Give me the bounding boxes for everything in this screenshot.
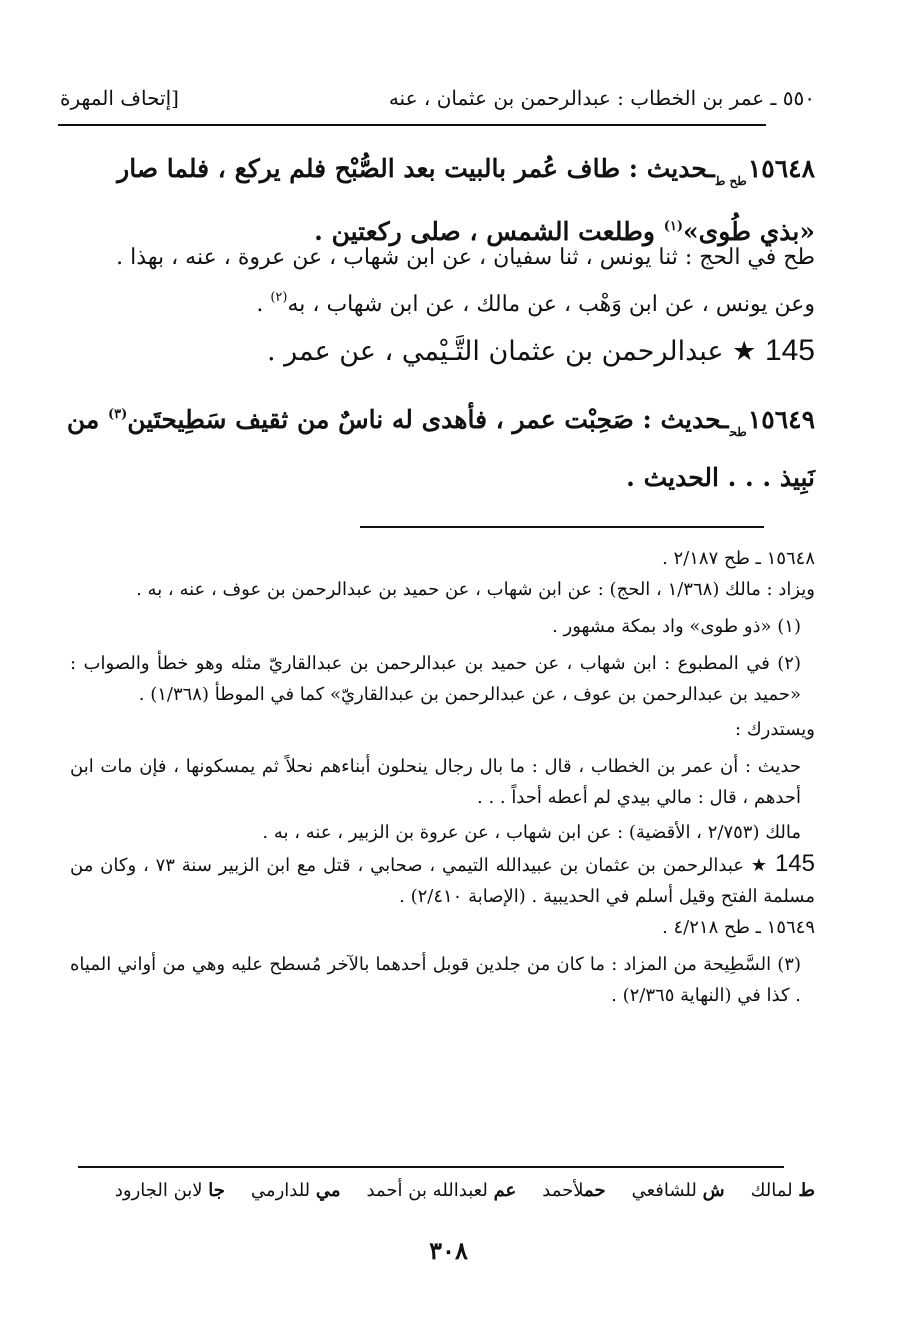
footnote-narrator — [70, 848, 815, 912]
key-code: مي — [315, 1180, 341, 1201]
isnad-line-2-text: وعن يونس ، عن ابن وَهْب ، عن مالك ، عن ابن شهاب ، به — [287, 292, 815, 317]
footnote-rule — [360, 526, 764, 528]
running-header-title: ٥٥٠ ـ عمر بن الخطاب : عبدالرحمن بن عثمان ، عنه — [388, 86, 815, 110]
footnote-ref: (٢) — [270, 290, 288, 305]
hadith-number: ١٥٦٤٩ — [747, 405, 815, 434]
key-item — [751, 1180, 815, 1201]
footnote-ref: (١) — [663, 219, 684, 234]
key-item — [542, 1180, 605, 1201]
hadith-text: ـحديث : صَحِبْت عمر ، فأهدى له ناسٌ من ثقيف سَطِيحتَين — [127, 405, 729, 434]
narrator-name: عبدالرحمن بن عثمان التَّـيْمي ، عن عمر . — [266, 336, 733, 367]
footnote-addition: ويزاد : مالك (١/٣٦٨ ، الحج) : عن ابن شهاب ، عن حميد بن عبدالرحمن بن عوف ، عنه ، به . — [136, 579, 815, 600]
bottom-rule — [78, 1166, 784, 1168]
hadith-15649 — [55, 392, 815, 501]
key-label: لابن الجارود — [114, 1180, 203, 1201]
source-code: طح ط — [715, 174, 747, 188]
key-label: للشافعي — [631, 1180, 697, 1201]
narrator-heading — [55, 328, 815, 375]
isnad-block — [55, 238, 815, 325]
source-code: طح — [729, 425, 747, 439]
key-code: ط — [798, 1180, 815, 1201]
footnote-source-15649: ١٥٦٤٩ ـ طح ٤/٢١٨ . — [662, 917, 815, 938]
key-label: لعبدالله بن أحمد — [366, 1180, 488, 1201]
key-item — [251, 1180, 341, 1201]
key-label: لمالك — [750, 1180, 793, 1201]
key-label: للدارمي — [250, 1180, 311, 1201]
footnote-2: (٢) في المطبوع : ابن شهاب ، عن حميد بن عبدالرحمن بن عبدالقاريّ مثله وهو خطأ والصواب : «حميد بن عبدالرحمن بن عوف ، عن عبدالرحمن بن عبدالقاريّ» كما في الموطأ (١/٣٦٨) . — [70, 653, 801, 705]
key-code: ش — [702, 1180, 725, 1201]
key-code: حم — [584, 1180, 606, 1201]
footnote-extra-source: مالك (٢/٧٥٣ ، الأقضية) : عن ابن شهاب ، عن عروة بن الزبير ، عنه ، به . — [262, 822, 801, 843]
footnote-3: (٣) السَّطِيحة من المزاد : ما كان من جلدين قوبل أحدهما بالآخر مُسطح عليه وهي من أواني المياه . كذا في (النهاية ٢/٣٦٥) . — [70, 954, 801, 1006]
footnote-source-15648: ١٥٦٤٨ ـ طح ٢/١٨٧ . — [662, 548, 815, 569]
key-item — [632, 1180, 725, 1201]
header-rule — [58, 124, 766, 126]
hadith-text: ـحديث : طاف عُمر بالبيت بعد الصُّبْح فلم يركع ، فلما صار «بذي طُوى» — [117, 154, 815, 246]
hadith-number: ١٥٦٤٨ — [747, 154, 815, 183]
key-code: جا — [208, 1180, 225, 1201]
footnote-1: (١) «ذو طوى» واد بمكة مشهور . — [552, 616, 801, 637]
abbreviation-key — [115, 1180, 815, 1201]
narrator-number: 145 — [774, 850, 815, 877]
key-code: عم — [493, 1180, 517, 1201]
star-icon: ★ — [750, 855, 769, 876]
narrator-number: 145 — [764, 334, 815, 367]
footnote-ref: (٣) — [107, 407, 128, 422]
hadith-text-cont: من نَبِيذ . . . الحديث . — [66, 405, 815, 492]
key-item — [115, 1180, 225, 1201]
footnote-narrator-text: عبدالرحمن بن عثمان بن عبيدالله التيمي ، صحابي ، قتل مع ابن الزبير سنة ٧٣ ، وكان من مسلمة الفتح وقيل أسلم في الحديبية . (الإصابة ٢/٤١٠) . — [70, 855, 815, 907]
isnad-line-1: طح في الحج : ثنا يونس ، ثنا سفيان ، عن ابن شهاب ، عن عروة ، عنه ، بهذا . — [116, 245, 815, 270]
star-icon: ★ — [732, 336, 757, 367]
page-number: ٣٠٨ — [429, 1236, 468, 1265]
hadith-text-cont: وطلعت الشمس ، صلى ركعتين . — [314, 217, 664, 246]
footnote-extra-hadith: حديث : أن عمر بن الخطاب ، قال : ما بال رجال ينحلون أبناءهم نحلاً ثم يمسكونها ، فإن مات ابن أحدهم ، قال : مالي بيدي لم أعطه أحداً . . . — [70, 756, 801, 808]
key-label: لأحمد — [542, 1180, 585, 1201]
isnad-line-2 — [55, 278, 815, 325]
footnotes — [70, 543, 815, 1011]
footnote-istidrak: ويستدرك : — [735, 719, 815, 740]
key-item — [367, 1180, 517, 1201]
isnad-line-2-end: . — [256, 292, 271, 317]
running-header-book: [إتحاف المهرة — [60, 86, 179, 110]
